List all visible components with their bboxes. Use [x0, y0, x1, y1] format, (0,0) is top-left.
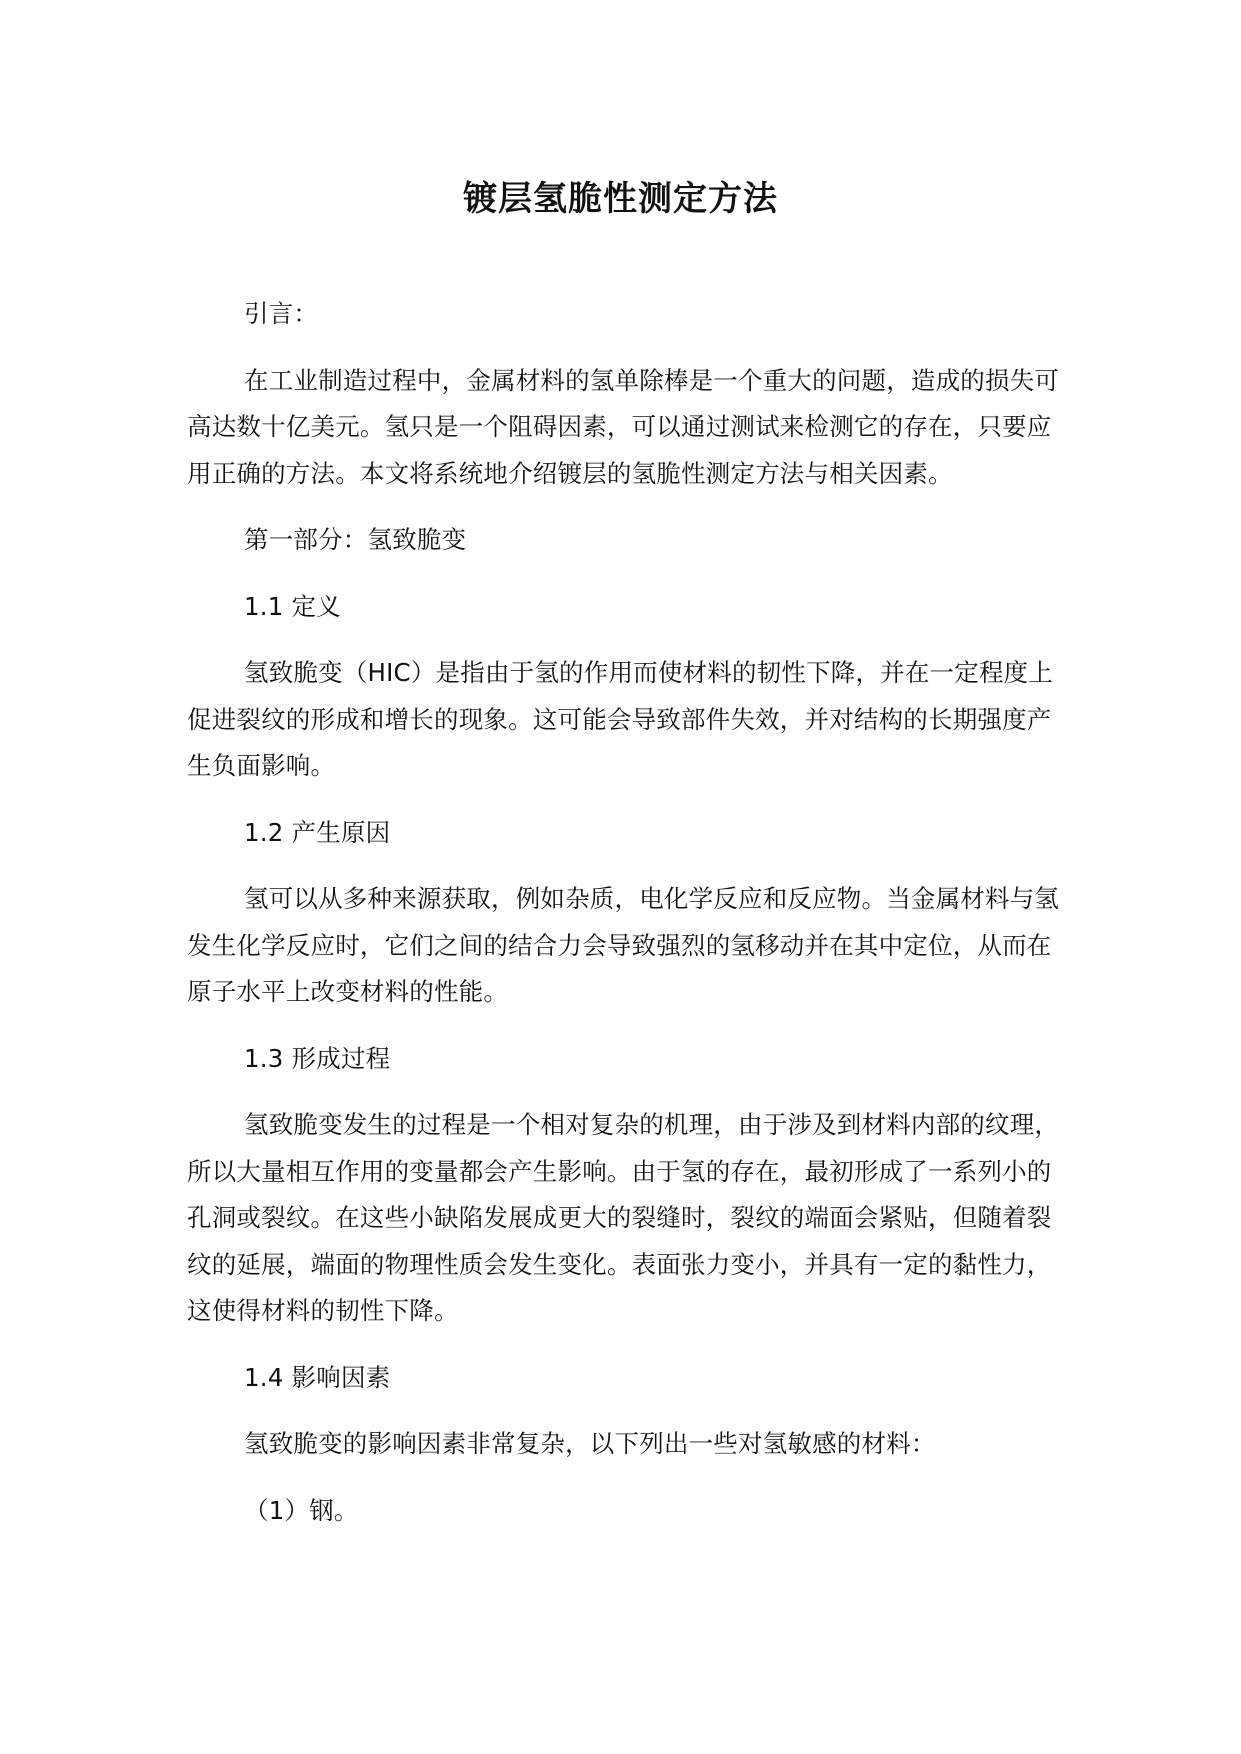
- intro-paragraph: 在工业制造过程中，金属材料的氢单除棒是一个重大的问题，造成的损失可高达数十亿美元。氢只是一个阻碍因素，可以通过测试来检测它的存在，只要应用正确的方法。本文将系统地介绍镀层的氢脆性测定方法与相关因素。: [187, 365, 1060, 488]
- document-title: 镀层氢脆性测定方法: [463, 179, 778, 219]
- section-1-1-heading: 1.1 定义: [244, 591, 341, 621]
- part1-heading: 第一部分：氢致脆变: [244, 525, 467, 554]
- document-body: [187, 291, 1060, 1534]
- section-1-1-paragraph: 氢致脆变（HIC）是指由于氢的作用而使材料的韧性下降，并在一定程度上促进裂纹的形成和增长的现象。这可能会导致部件失效，并对结构的长期强度产生负面影响。: [187, 658, 1054, 780]
- section-1-4-paragraph: 氢致脆变的影响因素非常复杂，以下列出一些对氢敏感的材料：: [244, 1429, 936, 1458]
- section-1-3-heading: 1.3 形成过程: [244, 1043, 391, 1073]
- section-1-2-paragraph: 氢可以从多种来源获取，例如杂质，电化学反应和反应物。当金属材料与氢发生化学反应时，它们之间的结合力会导致强烈的氢移动并在其中定位，从而在原子水平上改变材料的性能。: [187, 884, 1060, 1006]
- list-item-1: （1）钢。: [244, 1495, 359, 1525]
- section-1-2-heading: 1.2 产生原因: [244, 817, 391, 847]
- intro-label: 引言：: [244, 299, 319, 328]
- section-1-3-paragraph: 氢致脆变发生的过程是一个相对复杂的机理，由于涉及到材料内部的纹理，所以大量相互作用的变量都会产生影响。由于氢的存在，最初形成了一系列小的孔洞或裂纹。在这些小缺陷发展成更大的裂缝时，裂纹的端面会紧贴，但随着裂纹的延展，端面的物理性质会发生变化。表面张力变小，并具有一定的黏性力，这使得材料的韧性下降。: [187, 1110, 1060, 1325]
- section-1-4-heading: 1.4 影响因素: [244, 1362, 391, 1392]
